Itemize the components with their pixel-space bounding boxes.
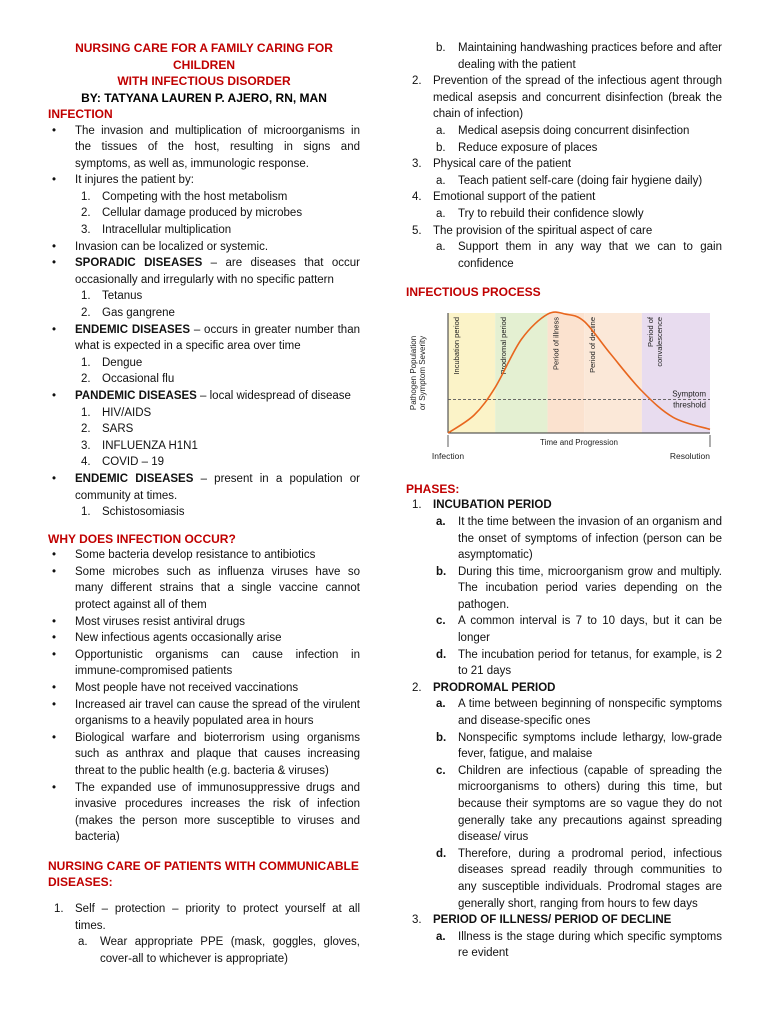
list-item: 4. COVID – 19: [81, 456, 164, 469]
list-item: b. During this time, microorganism grow and multiply. The incubation period varies depending on the pathogen.: [436, 565, 722, 611]
list-item: 1. HIV/AIDS: [81, 406, 152, 419]
infectious-process-chart: [406, 307, 722, 477]
list-item: 5. The provision of the spiritual aspect of care a. Support them in any way that we can to gain confidence: [406, 223, 722, 273]
list-item: 1. Schistosomiasis: [81, 506, 185, 519]
nursing-item4-subs: [433, 206, 722, 223]
list-item: 2. SARS: [81, 423, 134, 436]
phase-label-4-0: Period of: [645, 316, 655, 347]
list-item: 2. Prevention of the spread of the infectious agent through medical asepsis and concurrent disinfection (break the chain of infection) a. Medical asepsis doing concurrent disinfection b. Reduce exposure of places: [406, 73, 722, 156]
list-item: b. Maintaining handwashing practices before and after dealing with the patient: [436, 42, 722, 71]
list-item: a. Wear appropriate PPE (mask, goggles, gloves, cover-all to whichever is appropriate): [78, 936, 360, 965]
why-list: [48, 547, 360, 846]
phase-illness-title: PERIOD OF ILLNESS/ PERIOD OF DECLINE: [433, 914, 672, 927]
list-item: c. A common interval is 7 to 10 days, but it can be longer: [436, 615, 722, 645]
nursing-item1-subs-cont: [433, 40, 722, 73]
list-item: 2. Cellular damage produced by microbes: [81, 207, 303, 220]
list-item: a. A time between beginning of nonspecific symptoms and disease-specific ones: [436, 698, 722, 728]
x-axis-label: Time and Progression: [540, 437, 618, 447]
term-endemic-2: ENDEMIC DISEASES: [75, 472, 194, 485]
phase-prodromal-title: PRODROMAL PERIOD: [433, 681, 556, 694]
list-item: • Most people have not received vaccinations: [52, 682, 299, 694]
list-item: c. Children are infectious (capable of spreading the microorganisms to others) during this time, but because their symptoms are so vague they do not generally take any precautions against spreading disease/ virus: [436, 764, 722, 844]
list-item: 1. Competing with the host metabolism: [81, 190, 288, 203]
end-label: Resolution: [669, 450, 710, 461]
nursing-item5-subs: [433, 239, 722, 272]
nursing-list-part2: [406, 73, 722, 272]
list-item: • The expanded use of immunosuppressive drugs and invasive procedures increases the risk of infection (makes the person more susceptible to viruses and bacteria): [52, 781, 360, 844]
nursing-item1-subs: [75, 934, 360, 967]
list-item: • Some bacteria develop resistance to antibiotics: [52, 549, 316, 562]
left-column: [48, 40, 360, 967]
list-item: b. Reduce exposure of places: [436, 141, 598, 154]
endemic-examples: [75, 355, 360, 388]
phase-label-1-0: Prodromal period: [499, 316, 509, 375]
phase-label-2-0: Period of illness: [551, 316, 561, 370]
section-why-heading: WHY DOES INFECTION OCCUR?: [48, 531, 236, 546]
list-item: 3. Intracellular multiplication: [81, 224, 232, 237]
title-line-1: NURSING CARE FOR A FAMILY CARING FOR CHILDREN: [75, 41, 333, 72]
threshold-label-1: Symptom: [672, 389, 706, 399]
section-phases-heading: PHASES:: [406, 481, 460, 496]
list-item: a. Teach patient self-care (doing fair hygiene daily): [436, 174, 703, 187]
term-sporadic: SPORADIC DISEASES: [75, 257, 203, 270]
term-pandemic: PANDEMIC DISEASES: [75, 390, 197, 402]
list-item: 3. Physical care of the patient a. Teach patient self-care (doing fair hygiene daily): [406, 156, 722, 189]
nursing-item2-subs: [433, 123, 722, 156]
list-item: a. It the time between the invasion of an organism and the onset of symptoms of infection (person can be asymptomatic): [436, 515, 722, 562]
sporadic-examples: [75, 288, 360, 321]
infectious-process-svg: [406, 307, 722, 477]
list-item: • Increased air travel can cause the spread of the virulent organisms to a heavily populated area in hours: [52, 698, 360, 728]
threshold-label-2: threshold: [673, 400, 706, 410]
list-item: • The invasion and multiplication of microorganisms in the tissues of the host, resulting in signs and symptoms, as well as, immunologic response.: [52, 124, 360, 170]
illness-subs: [433, 929, 722, 962]
phase-label-4-1: convalescence: [654, 316, 664, 367]
list-item: • SPORADIC DISEASES – are diseases that occur occasionally and irregularly with no specific pattern 1. Tetanus 2. Gas gangrene: [48, 255, 360, 321]
phase-incubation-title: INCUBATION PERIOD: [433, 499, 552, 512]
list-item: • Biological warfare and bioterrorism using organisms such as anthrax and plaque that causes increasing threat to the public health (e.g. bacteria & viruses): [52, 731, 360, 777]
y-axis-label-2: or Symptom Severity: [418, 335, 427, 410]
list-item: 2. Occasional flu: [81, 373, 175, 386]
list-item: a. Support them in any way that we can to gain confidence: [436, 241, 722, 270]
title-line-2: WITH INFECTIOUS DISORDER: [117, 74, 291, 88]
list-item: • Some microbes such as influenza viruses have so many different strains that a single vaccine cannot protect against all of them: [52, 565, 360, 612]
list-item: d. Therefore, during a prodromal period, infectious diseases spread readily through communities to any susceptible individuals. Prodromal stages are generally short, ranging from hours to few days: [436, 847, 722, 910]
phase-label-0-0: Incubation period: [452, 316, 461, 375]
list-item: • PANDEMIC DISEASES – local widespread of disease 1. HIV/AIDS 2. SARS 3. INFLUENZA H1N1 4. COVID – 19: [48, 388, 360, 471]
section-process-heading: INFECTIOUS PROCESS: [406, 285, 541, 300]
list-item: a. Try to rebuild their confidence slowly: [436, 207, 644, 220]
list-item: • ENDEMIC DISEASES – present in a population or community at times. 1. Schistosomiasis: [48, 471, 360, 521]
list-item: • ENDEMIC DISEASES – occurs in greater number than what is expected in a specific area over time 1. Dengue 2. Occasional flu: [48, 322, 360, 388]
term-endemic: ENDEMIC DISEASES: [75, 323, 191, 336]
list-item: 1. Self – protection – priority to protect yourself at all times. a. Wear appropriate PPE (mask, goggles, gloves, cover-all to whichever is appropriate): [48, 901, 360, 967]
section-infection-heading: INFECTION: [48, 107, 113, 121]
list-item: • New infectious agents occasionally arise: [52, 632, 282, 645]
list-item: 3. INFLUENZA H1N1: [81, 439, 198, 452]
injures-list: [75, 189, 360, 239]
endemic2-examples: [75, 504, 360, 521]
list-item: 2. Gas gangrene: [81, 307, 175, 320]
pandemic-examples: [75, 405, 360, 471]
incubation-subs: [433, 514, 722, 680]
phases-list: [406, 497, 722, 962]
document-title: [48, 40, 360, 90]
list-item: 3. PERIOD OF ILLNESS/ PERIOD OF DECLINE a. Illness is the stage during which specific symptoms re evident: [406, 912, 722, 962]
list-item: 1. INCUBATION PERIOD a. It the time between the invasion of an organism and the onset of symptoms of infection (person can be asymptomatic) b. During this time, microorganism grow and multiply. The incubation period varies depending on the pathogen. c. A common interval is 7 to 10 days, but it can be longer d. The incubation period for tetanus, for example, is 2 to 21 days: [406, 497, 722, 680]
list-item: • Invasion can be localized or systemic.: [52, 240, 269, 253]
list-item: 2. PRODROMAL PERIOD a. A time between beginning of nonspecific symptoms and disease-specific ones b. Nonspecific symptoms include lethargy, low-grade fever, fatigue, and malaise c. Children are infectious (capable of spreading the microorganisms to others) during this time, but because their symptoms are so vague they do not generally take any precautions against spreading disease/ virus d. Therefore, during a prodromal period, infectious diseases spread readily through communities to any susceptible individuals. Prodromal stages are generally short, ranging from hours to few days: [406, 680, 722, 912]
right-column: [406, 40, 722, 962]
author-line: BY: TATYANA LAUREN P. AJERO, RN, MAN: [81, 90, 327, 105]
y-axis-label-1: Pathogen Population: [409, 335, 418, 410]
list-item: • It injures the patient by: 1. Competing with the host metabolism 2. Cellular damage produced by microbes 3. Intracellular multiplication: [48, 172, 360, 238]
phase-label-3-0: Period of decline: [588, 316, 598, 373]
list-item: 1. Tetanus: [81, 290, 143, 303]
list-item: • Most viruses resist antiviral drugs: [52, 615, 245, 628]
nursing-item3-subs: [433, 173, 722, 190]
nursing-list-part1: [48, 901, 360, 967]
list-item: 1. Dengue: [81, 356, 143, 369]
list-item: 4. Emotional support of the patient a. Try to rebuild their confidence slowly: [406, 189, 722, 222]
list-item: a. Illness is the stage during which specific symptoms re evident: [436, 930, 722, 960]
start-label: Infection: [431, 450, 465, 461]
infection-list: [48, 123, 360, 521]
prodromal-subs: [433, 696, 722, 912]
list-item: • Opportunistic organisms can cause infection in immune-compromised patients: [52, 648, 360, 678]
section-nursing-heading: NURSING CARE OF PATIENTS WITH COMMUNICABLE DISEASES:: [48, 858, 359, 890]
list-item: b. Nonspecific symptoms include lethargy, low-grade fever, fatigue, and malaise: [436, 731, 722, 761]
list-item: d. The incubation period for tetanus, for example, is 2 to 21 days: [436, 648, 722, 678]
list-item: a. Medical asepsis doing concurrent disinfection: [436, 124, 690, 137]
